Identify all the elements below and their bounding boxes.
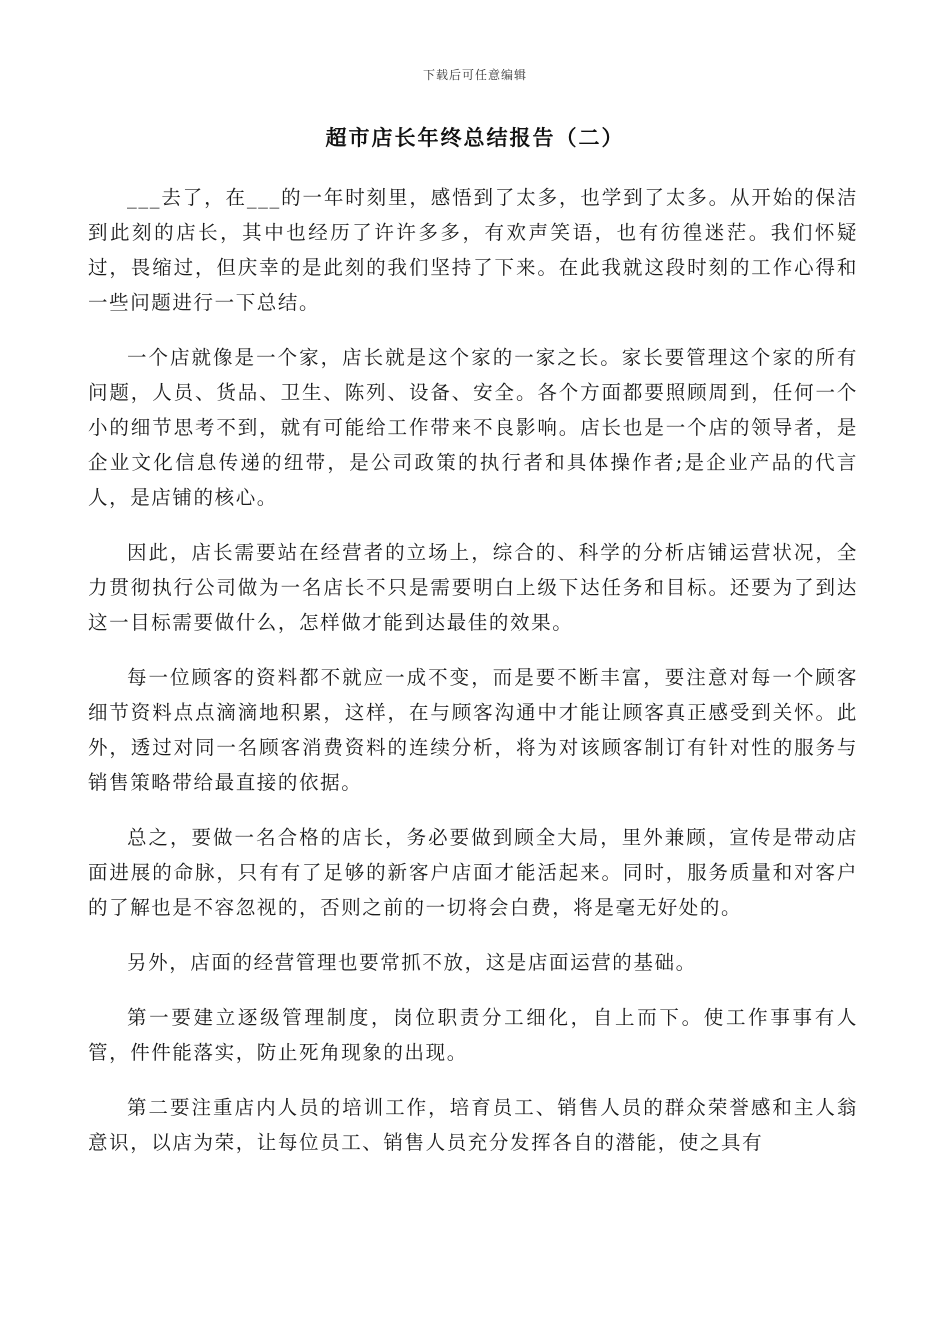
- paragraph: 因此，店长需要站在经营者的立场上，综合的、科学的分析店铺运营状况，全力贯彻执行公司做为一名店长不只是需要明白上级下达任务和目标。还要为了到达这一目标需要做什么，怎样做才能到达最佳的效果。: [88, 541, 858, 634]
- document-title: 超市店长年终总结报告（二）: [325, 125, 625, 150]
- header-note: 下载后可任意编辑: [422, 68, 527, 82]
- paragraph: ___去了，在___的一年时刻里，感悟到了太多，也学到了太多。从开始的保洁到此刻的店长，其中也经历了许许多多，有欢声笑语，也有彷徨迷茫。我们怀疑过，畏缩过，但庆幸的是此刻的我们坚持了下来。在此我就这段时刻的工作心得和一些问题进行一下总结。: [88, 186, 858, 314]
- paragraph: 第一要建立逐级管理制度，岗位职责分工细化，自上而下。使工作事事有人管，件件能落实，防止死角现象的出现。: [88, 1006, 858, 1064]
- document-body: [88, 180, 858, 1180]
- paragraph: 总之，要做一名合格的店长，务必要做到顾全大局，里外兼顾，宣传是带动店面进展的命脉，只有有了足够的新客户店面才能活起来。同时，服务质量和对客户的了解也是不容忽视的，否则之前的一切将会白费，将是毫无好处的。: [88, 826, 858, 919]
- paragraph: 另外，店面的经营管理也要常抓不放，这是店面运营的基础。: [127, 951, 697, 974]
- paragraph: 每一位顾客的资料都不就应一成不变，而是要不断丰富，要注意对每一个顾客细节资料点点滴滴地积累，这样，在与顾客沟通中才能让顾客真正感受到关怀。此外，透过对同一名顾客消费资料的连续分析，将为对该顾客制订有针对性的服务与销售策略带给最直接的依据。: [88, 666, 858, 794]
- paragraph: 一个店就像是一个家，店长就是这个家的一家之长。家长要管理这个家的所有问题，人员、货品、卫生、陈列、设备、安全。各个方面都要照顾周到，任何一个小的细节思考不到，就有可能给工作带来不良影响。店长也是一个店的领导者，是企业文化信息传递的纽带，是公司政策的执行者和具体操作者;是企业产品的代言人，是店铺的核心。: [88, 346, 858, 509]
- paragraph: 第二要注重店内人员的培训工作，培育员工、销售人员的群众荣誉感和主人翁意识，以店为荣，让每位员工、销售人员充分发挥各自的潜能，使之具有: [88, 1096, 858, 1154]
